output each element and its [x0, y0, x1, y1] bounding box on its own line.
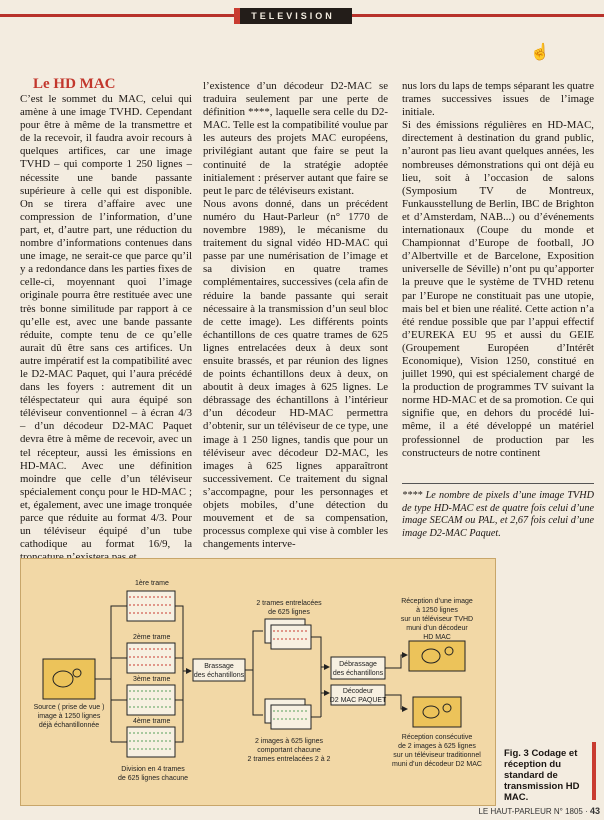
- paragraph: Nous avons donné, dans un précédent numéro du Haut-Parleur (n° 1770 de novembre 1989), le mécanisme du traitement du signal vidéo HD-MAC qui passe par une numérisation de l’image et sa division en quatre trames complémentaires, successives (cela afin de réduire la bande passante qui serait nécessaire à la transmission d’un seul bloc de cette image). Les différents points échantillons de ces quatre trames de 625 lignes entrelacées deux à deux sont ensuite brassés, et par réunion des lignes de points échantillons deux à deux, on aboutit à deux images à 625 lignes. Le débrassage des échantillons à l’intérieur d’un décodeur HD-MAC permettra d’obtenir, sur un téléviseur de ce type, une image à 1 250 lignes, tandis que pour un téléviseur avec décodeur D2-MAC, les images à 625 lignes apparaîtront successivement. Ce traitement du signal s’accompagne, pour les personnages et objets mobiles, d’une détection du mouvement et de sa compensation, processus complexe qui vise à combler les changements interve-: [203, 197, 388, 551]
- frame-1: [127, 591, 175, 621]
- reception-d2-2: de 2 images à 625 lignes: [398, 743, 476, 750]
- two-frames-label-1: 2 trames entrelacées: [256, 600, 322, 607]
- column-1: [20, 93, 192, 564]
- column-2: [203, 80, 388, 551]
- reception-hd-3: sur un téléviseur TVHD: [400, 616, 474, 623]
- reception-d2-4: muni d’un décodeur D2 MAC: [392, 761, 482, 768]
- magazine-name: LE HAUT-PARLEUR N° 1805 ·: [478, 807, 588, 816]
- frame-label-4: 4ème trame: [133, 718, 171, 725]
- reception-hd-1: Réception d’une image: [401, 598, 473, 605]
- paragraph: nus lors du laps de temps séparant les quatre trames successives issues de l’image initiale.: [402, 80, 594, 119]
- footnote-rule: [402, 483, 594, 484]
- page-footer: [430, 806, 600, 816]
- debrassage-label-1: Débrassage: [339, 661, 377, 668]
- section-header-accent: [234, 8, 240, 24]
- reception-d2-1: Réception consécutive: [401, 734, 473, 741]
- source-label-3: déjà échantillonnée: [38, 722, 100, 729]
- hand-cursor-icon: ☝: [530, 44, 550, 61]
- footnote: **** Le nombre de pixels d’une image TVHD de type HD-MAC est de quatre fois celui d’une image SECAM ou PAL, et 2,67 fois celui d’une image D2-MAC Paquet.: [402, 490, 594, 539]
- reception-d2-3: sur un téléviseur traditionnel: [393, 752, 481, 759]
- source-image: [43, 659, 95, 699]
- two-images-label-2: comportant chacune: [257, 747, 321, 754]
- two-images-label-1: 2 images à 625 lignes: [254, 738, 324, 745]
- frame-label-2: 2ème trame: [133, 634, 171, 641]
- division-label-2: de 625 lignes chacune: [117, 775, 189, 782]
- figure-diagram: [20, 558, 496, 806]
- paragraph: C’est le sommet du MAC, celui qui amène à une image TVHD. Cependant pour être à même de la transmettre et de la recevoir, il faudra avoir recours à quelques artifices, car une image TVHD – qui comporte 1 250 lignes – nécessite une bande passante supérieure à celle qui est disponible. On se tirera d’affaire avec une compression de l’information, d’une part, et, d’autre part, une réduction du nombre d’informations contenues dans une image, ne serait-ce que parce qu’il y a redondance dans les parties fixes de celle-ci, moyennant quoi l’image originale pourra être restituée avec une très bonne similitude par rapport à ce qu’elle est, avec une bande passante réduite, compte tenu de ce qu’elle aurait dû être sans ces artifices. Un autre impératif est la compatibilité avec le D2-MAC Paquet, qui l’aura précédé dans les foyers : autrement dit un téléspectateur qui aura équipé son téléviseur conventionnel – à écran 4/3 – d’un décodeur D2-MAC Paquet devra être à même de recevoir, avec un tel récepteur, aussi les émissions en HD-MAC. Avec une définition moindre que celle d’un téléviseur spécialement conçu pour le HD-MAC ; et, également, avec une image tronquée parce que réduite au format 4/3. Pour un téléviseur équipé d’un tube cathodique au format 16/9, la: [20, 93, 192, 551]
- column-3: [402, 80, 594, 460]
- page-number: 43: [589, 806, 600, 816]
- d2mac-output-image: [413, 697, 461, 727]
- article-title: Le HD MAC: [33, 76, 116, 92]
- paragraph: l’existence d’un décodeur D2-MAC se traduira seulement par une perte de définition ****, laquelle sera celle du D2-MAC. Telle est la compatibilité voulue par les auteurs des projets MAC européens, privilégiant autant que faire se peut la continuité de la stratégie adoptée initialement : préserver autant que faire se peut le parc de téléviseurs existant.: [203, 80, 388, 197]
- paragraph: Si des émissions régulières en HD-MAC, directement à destination du grand public, n’auront pas lieu avant quelques années, les nombreuses démonstrations qui ont déjà eu lieu, soit à l’occasion de salons (Symposium TV de Montreux, Funkausstellung de Berlin, IBC de Brighton et d’Amsterdam, NAB...) ou d’événements internationaux (Coupe du monde et Championnat d’Europe de football, JO d’Albertville et de Barcelone, Exposition universelle de Séville) n’ont pu qu’apporter la preuve que le système de TVHD retenu par l’Europe ne constituait pas une utopie, mais bel et bien une réalité. Cette action n’a été rendue possible que par l’appui effectif d’EUREKA EU 95 et aussi du GEIE (Groupement Européen d’Intérêt Economique), Vision 1250, constitué en juillet 1990, qui est spécialement chargé de la production de programmes TV suivant la norme HD-MAC et de sa promotion. Ce qui signifie que, en dehors du procédé lui-même, il a été développé un matériel professionnel de production par les constructeurs de notre continent: [402, 119, 594, 459]
- brassage-label-1: Brassage: [204, 663, 234, 670]
- images-625-pair: [265, 699, 311, 729]
- frame-label-1: 1ère trame: [135, 580, 169, 587]
- decoder-label-1: Décodeur: [342, 688, 374, 695]
- frame-4: [127, 727, 175, 757]
- frame-2: [127, 643, 175, 673]
- frame-3: [127, 685, 175, 715]
- reception-hd-4: muni d’un décodeur: [406, 625, 468, 632]
- frame-label-3: 3ème trame: [133, 676, 171, 683]
- caption-accent-bar: [592, 742, 596, 800]
- tvhd-output-image: [409, 641, 465, 671]
- two-images-label-3: 2 trames entrelacées 2 à 2: [247, 756, 331, 763]
- debrassage-label-2: des échantillons: [332, 670, 384, 677]
- division-label-1: Division en 4 trames: [121, 766, 185, 773]
- source-label-2: image à 1250 lignes: [37, 713, 101, 720]
- source-label-1: Source ( prise de vue ): [33, 704, 105, 711]
- two-frames-label-2: de 625 lignes: [268, 609, 310, 616]
- figure-caption: Fig. 3 Codage et réception du standard de transmission HD MAC.: [504, 748, 580, 803]
- section-header: TELEVISION: [234, 8, 352, 24]
- interlaced-frames-pair: [265, 619, 311, 649]
- reception-hd-5: HD MAC: [423, 634, 451, 641]
- reception-hd-2: à 1250 lignes: [416, 607, 458, 614]
- brassage-label-2: des échantillons: [193, 672, 245, 679]
- decoder-label-2: D2 MAC PAQUET: [329, 697, 387, 704]
